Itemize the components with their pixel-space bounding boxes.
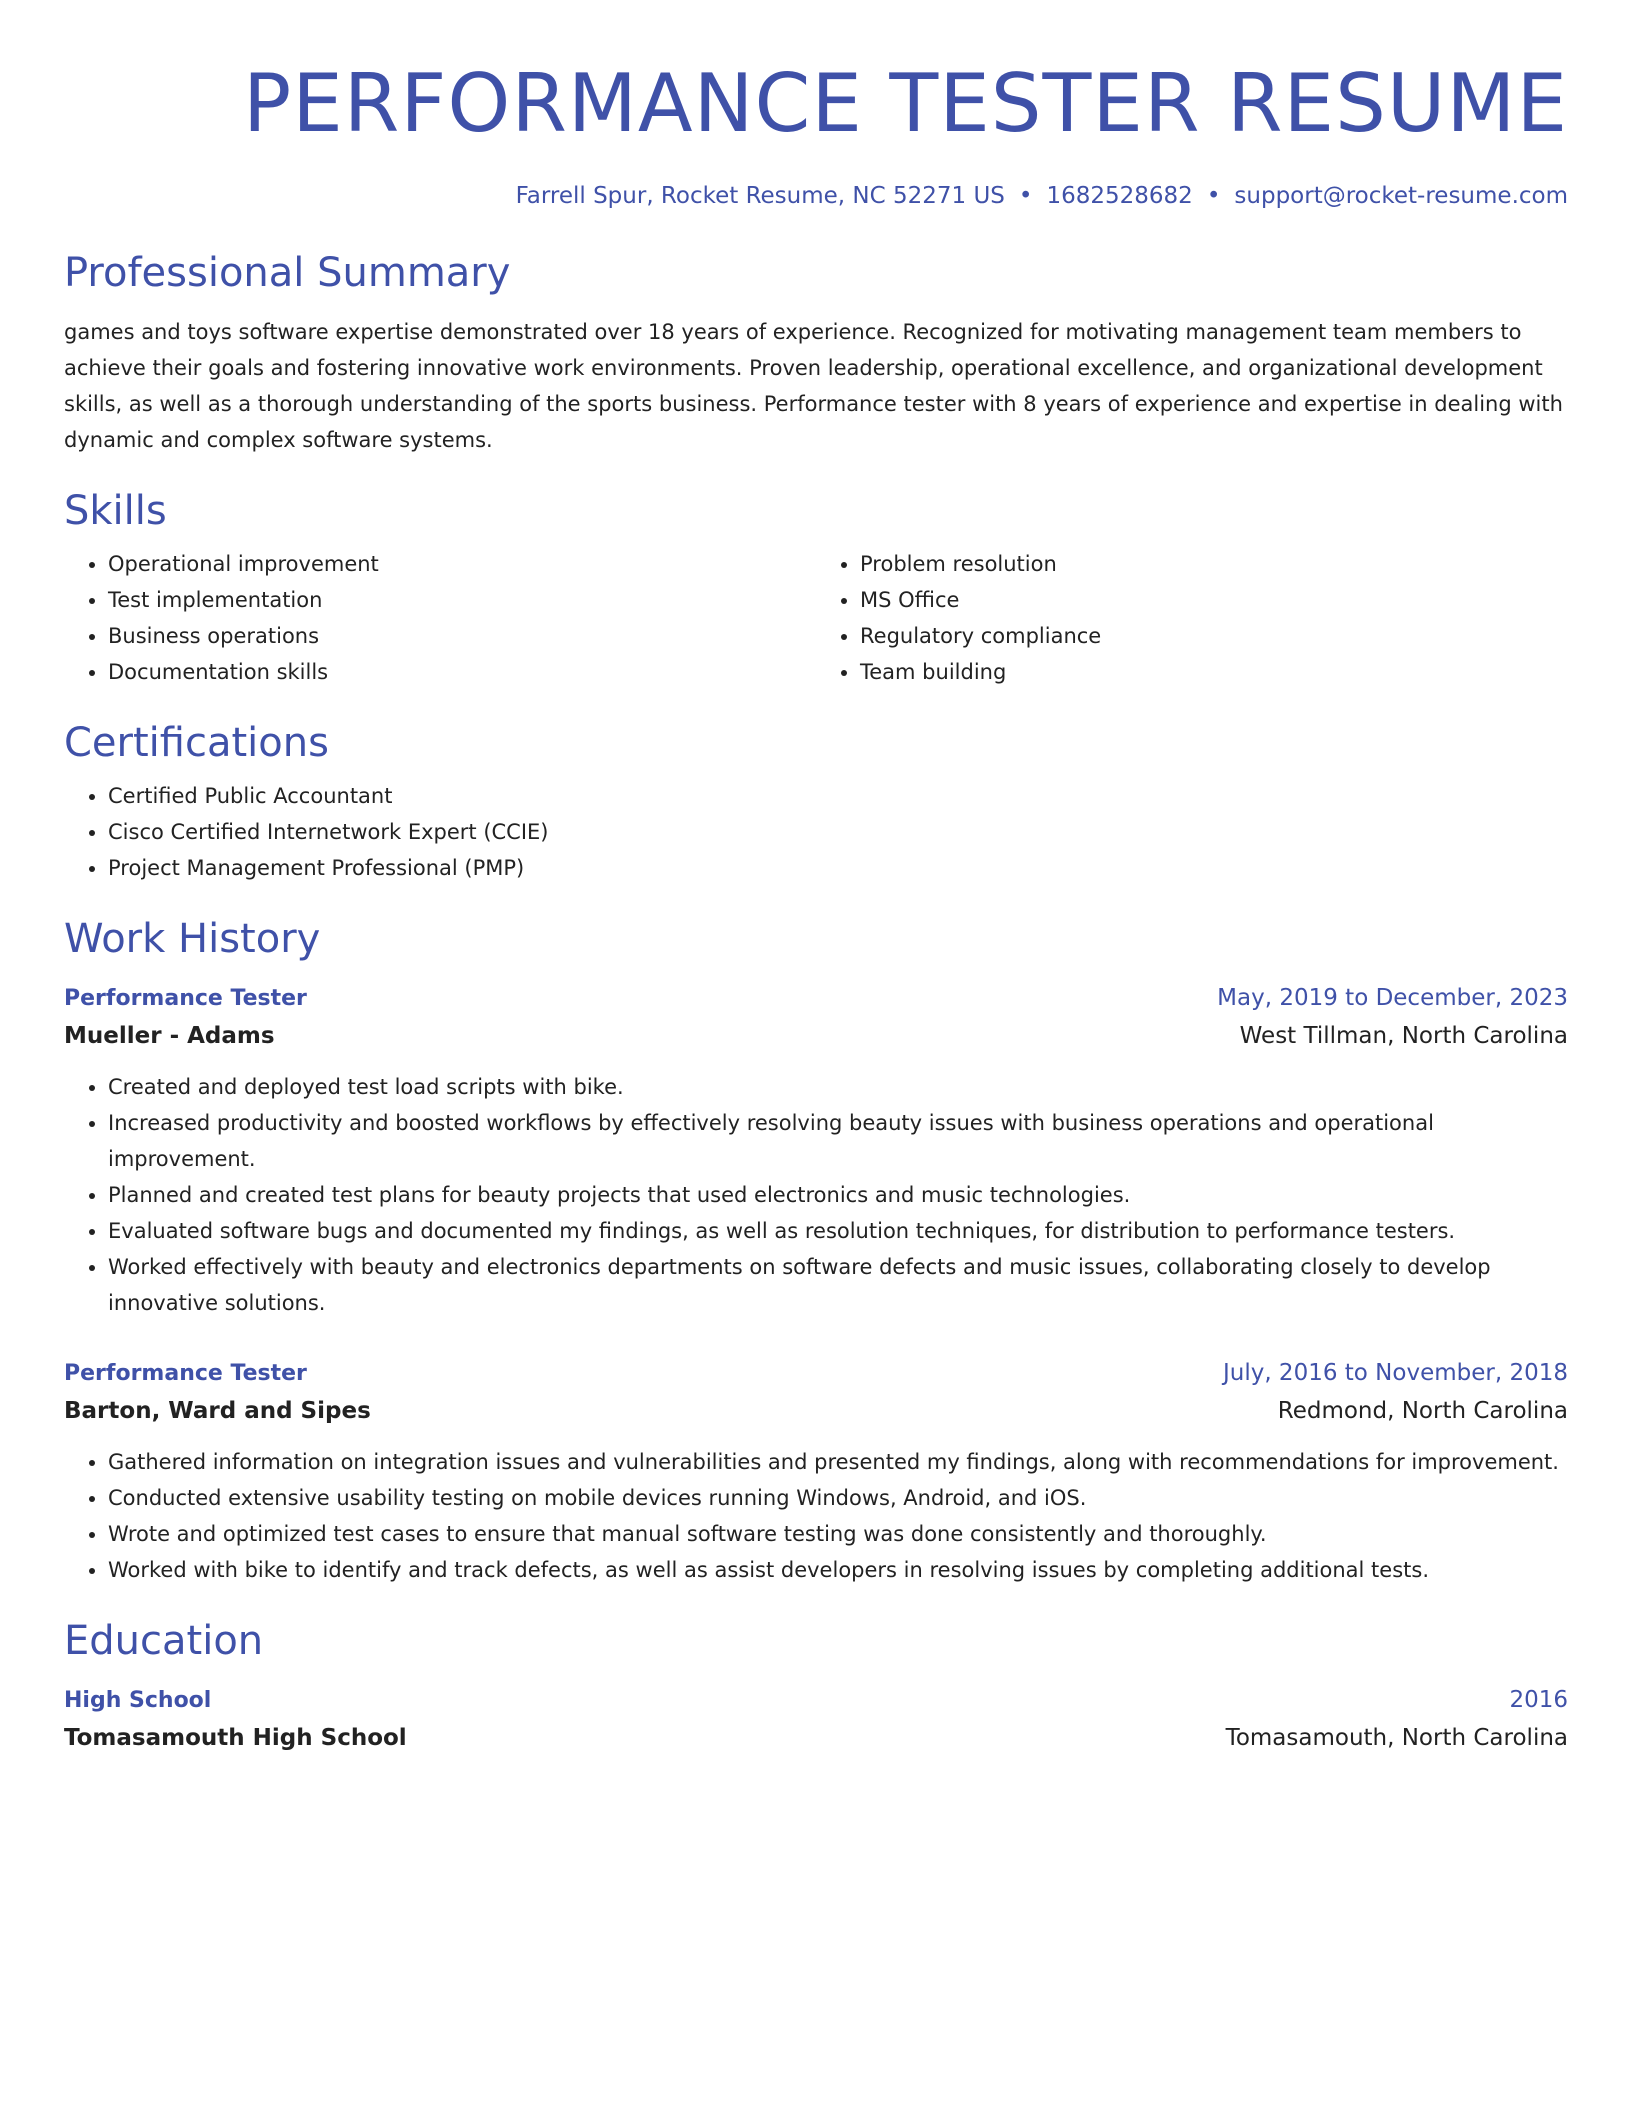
skill-item: • Regulatory compliance — [860, 618, 1568, 654]
education-entry — [64, 1682, 1568, 1757]
job-company-row — [64, 1017, 1568, 1055]
contact-separator: • — [1206, 183, 1221, 209]
job-company-row — [64, 1392, 1568, 1430]
education-degree: High School — [64, 1688, 212, 1713]
education-location: Tomasamouth, North Carolina — [1225, 1725, 1568, 1751]
job-bullets — [64, 1444, 1568, 1588]
summary-text: games and toys software expertise demonstrated over 18 years of experience. Recognized for motivating management team members to achieve their goals and fostering innovative work environments. Proven leadership, operational excellence, and organizational development skills, as well as a thorough understanding of the sports business. Performance tester with 8 years of experience and expertise in dealing with dynamic and complex software systems. — [64, 320, 1563, 452]
certification-item: • Project Management Professional (PMP) — [108, 850, 1568, 886]
education-section — [64, 1614, 1568, 1757]
job-location: West Tillman, North Carolina — [1239, 1023, 1568, 1049]
education-heading: Education — [64, 1618, 264, 1664]
skill-item: • Test implementation — [108, 582, 816, 618]
skills-grid — [64, 546, 1568, 690]
job-bullet: • Worked with bike to identify and track defects, as well as assist developers in resolving issues by completing additional tests. — [108, 1552, 1568, 1588]
education-header-row — [64, 1682, 1568, 1719]
certification-item: • Cisco Certified Internetwork Expert (CCIE) — [108, 814, 1568, 850]
contact-address: Farrell Spur, Rocket Resume, NC 52271 US — [515, 183, 1005, 209]
contact-line — [64, 180, 1568, 212]
job-bullet: • Increased productivity and boosted workflows by effectively resolving beauty issues with business operations and operational improvement. — [108, 1105, 1568, 1177]
job-bullet: • Evaluated software bugs and documented my findings, as well as resolution techniques, for distribution to performance testers. — [108, 1213, 1568, 1249]
education-year: 2016 — [1509, 1687, 1568, 1713]
skill-item: • MS Office — [860, 582, 1568, 618]
certification-item: • Certified Public Accountant — [108, 778, 1568, 814]
resume-title: PERFORMANCE TESTER RESUME — [242, 57, 1568, 150]
skills-list-right — [816, 546, 1568, 690]
job-bullet: • Wrote and optimized test cases to ensure that manual software testing was done consistently and thoroughly. — [108, 1516, 1568, 1552]
skills-list-left — [64, 546, 816, 690]
job-location: Redmond, North Carolina — [1277, 1398, 1568, 1424]
skill-item: • Business operations — [108, 618, 816, 654]
job-title: Performance Tester — [64, 1361, 307, 1386]
job-entry — [64, 980, 1568, 1321]
job-bullet: • Worked effectively with beauty and electronics departments on software defects and music issues, collaborating closely to develop innovative solutions. — [108, 1249, 1568, 1321]
job-header-row — [64, 980, 1568, 1017]
skills-heading: Skills — [64, 488, 167, 534]
skill-item: • Team building — [860, 654, 1568, 690]
job-bullet: • Gathered information on integration issues and vulnerabilities and presented my findings, along with recommendations for improvement. — [108, 1444, 1568, 1480]
certifications-heading: Certifications — [64, 720, 329, 766]
job-dates: May, 2019 to December, 2023 — [1217, 985, 1568, 1011]
contact-phone: 1682528682 — [1046, 183, 1193, 209]
job-header-row — [64, 1355, 1568, 1392]
job-entry — [64, 1355, 1568, 1588]
skill-item: • Problem resolution — [860, 546, 1568, 582]
job-company: Mueller - Adams — [64, 1023, 275, 1049]
certifications-list — [64, 778, 1568, 886]
summary-heading: Professional Summary — [64, 250, 511, 296]
education-school-row — [64, 1719, 1568, 1757]
work-history-heading: Work History — [64, 916, 321, 962]
job-bullet: • Planned and created test plans for beauty projects that used electronics and music technologies. — [108, 1177, 1568, 1213]
education-school: Tomasamouth High School — [64, 1725, 407, 1751]
job-dates: July, 2016 to November, 2018 — [1222, 1360, 1568, 1386]
skills-section — [64, 484, 1568, 690]
skill-item: • Documentation skills — [108, 654, 816, 690]
job-bullets — [64, 1069, 1568, 1321]
job-bullet: • Conducted extensive usability testing on mobile devices running Windows, Android, and iOS. — [108, 1480, 1568, 1516]
skill-item: • Operational improvement — [108, 546, 816, 582]
job-company: Barton, Ward and Sipes — [64, 1398, 371, 1424]
contact-separator: • — [1018, 183, 1033, 209]
job-bullet: • Created and deployed test load scripts with bike. — [108, 1069, 1568, 1105]
certifications-section — [64, 716, 1568, 886]
work-history-section — [64, 912, 1568, 1588]
job-title: Performance Tester — [64, 986, 307, 1011]
contact-email[interactable]: support@rocket-resume.com — [1234, 183, 1568, 209]
